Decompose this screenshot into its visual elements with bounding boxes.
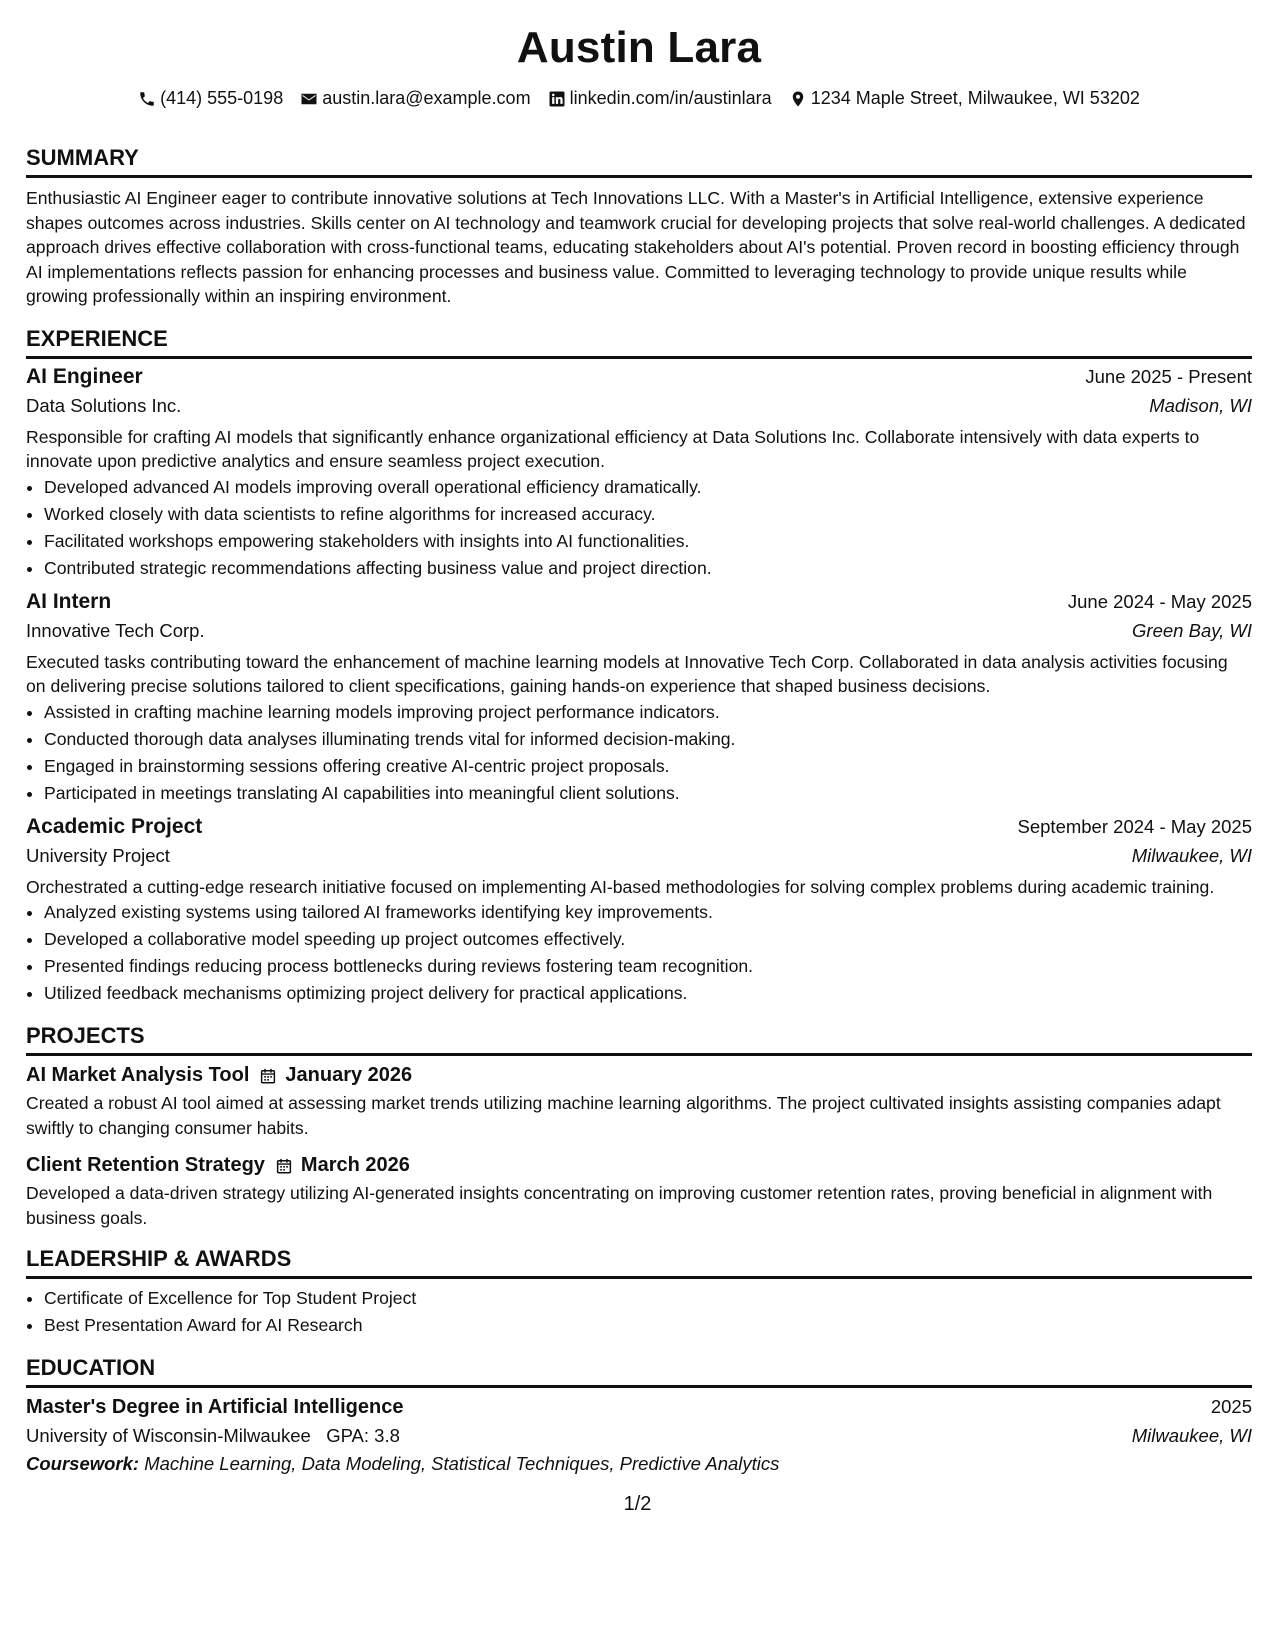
list-item: • Conducted thorough data analyses illuminating trends vital for informed decision-making. — [44, 726, 1252, 753]
job-company: Data Solutions Inc. — [26, 394, 182, 416]
phone-text: (414) 555-0198 — [160, 88, 284, 108]
map-pin-icon — [789, 90, 807, 108]
list-item: • Facilitated workshops empowering stakeholders with insights into AI functionalities. — [44, 528, 1252, 555]
address-text: 1234 Maple Street, Milwaukee, WI 53202 — [810, 88, 1140, 108]
project-name: AI Market Analysis Tool — [26, 1064, 250, 1087]
graduation-year: 2025 — [1210, 1396, 1252, 1418]
job-location: Madison, WI — [1149, 394, 1252, 416]
page-number: 1/2 — [623, 1493, 652, 1515]
job-bullets — [26, 474, 1252, 582]
linkedin-text[interactable]: linkedin.com/in/austinlara — [569, 88, 772, 108]
coursework-list: Machine Learning, Data Modeling, Statistical Techniques, Predictive Analytics — [144, 1453, 780, 1475]
job-company: University Project — [26, 844, 170, 866]
project-name: Client Retention Strategy — [26, 1154, 265, 1177]
list-item: • Utilized feedback mechanisms optimizing project delivery for practical applications. — [44, 980, 1252, 1007]
project-date — [259, 1064, 412, 1087]
coursework — [26, 1453, 1252, 1475]
list-item: • Worked closely with data scientists to refine algorithms for increased accuracy. — [44, 501, 1252, 528]
job-description: Responsible for crafting AI models that significantly enhance organizational efficiency at Data Solutions Inc. Collaborate intensively with data experts to innovate upon predictive analytics and ensure seamless project execution. — [26, 426, 1200, 472]
list-item: • Developed a collaborative model speeding up project outcomes effectively. — [44, 926, 1252, 953]
job-title: Academic Project — [26, 814, 203, 838]
job-date: June 2025 - Present — [1085, 365, 1252, 387]
envelope-icon — [300, 90, 318, 108]
awards-list — [26, 1285, 1252, 1339]
school-location: Milwaukee, WI — [1131, 1425, 1252, 1447]
contact-linkedin[interactable] — [548, 88, 772, 109]
job-location: Milwaukee, WI — [1131, 844, 1252, 866]
phone-icon — [138, 90, 156, 108]
school-info — [26, 1425, 400, 1447]
list-item: • Best Presentation Award for AI Research — [44, 1312, 1252, 1339]
contact-address — [789, 88, 1140, 109]
awards-heading: LEADERSHIP & AWARDS — [26, 1246, 1252, 1279]
list-item: • Analyzed existing systems using tailored AI frameworks identifying key improvements. — [44, 899, 1252, 926]
experience-heading: EXPERIENCE — [26, 326, 1252, 359]
job-entry — [26, 590, 1252, 807]
project-date — [275, 1154, 410, 1177]
summary-heading: SUMMARY — [26, 145, 1252, 178]
email-text[interactable]: austin.lara@example.com — [322, 88, 531, 108]
job-description: Executed tasks contributing toward the enhancement of machine learning models at Innovative Tech Corp. Collaborated in data analysis activities focusing on delivering precise solutions tailored to client specifications, gaining hands-on experience that shaped business decisions. — [26, 651, 1228, 697]
contact-phone — [138, 88, 283, 109]
project-entry — [26, 1064, 1252, 1140]
project-description: Developed a data-driven strategy utilizing AI-generated insights concentrating on improving customer retention rates, proving beneficial in alignment with business goals. — [26, 1183, 1213, 1228]
projects-heading: PROJECTS — [26, 1023, 1252, 1056]
list-item: • Engaged in brainstorming sessions offering creative AI-centric project proposals. — [44, 753, 1252, 780]
project-date-text: March 2026 — [300, 1154, 410, 1177]
job-bullets — [26, 699, 1252, 807]
candidate-name: Austin Lara — [516, 23, 762, 72]
list-item: • Participated in meetings translating AI capabilities into meaningful client solutions. — [44, 780, 1252, 807]
list-item: • Assisted in crafting machine learning models improving project performance indicators. — [44, 699, 1252, 726]
job-title: AI Engineer — [26, 364, 143, 388]
degree-name: Master's Degree in Artificial Intelligence — [26, 1396, 404, 1419]
job-bullets — [26, 899, 1252, 1007]
linkedin-icon — [548, 90, 566, 108]
education-heading: EDUCATION — [26, 1355, 1252, 1388]
job-description: Orchestrated a cutting-edge research initiative focused on implementing AI-based methodologies for solving complex problems during academic training. — [26, 876, 1215, 897]
job-title: AI Intern — [26, 589, 112, 613]
project-description: Created a robust AI tool aimed at assessing market trends utilizing machine learning algorithms. The project cultivated insights assisting companies adapt swiftly to changing consumer habits. — [26, 1093, 1221, 1138]
resume-page — [26, 0, 1252, 1475]
contact-email[interactable] — [300, 88, 530, 109]
education-entry — [26, 1396, 1252, 1475]
project-entry — [26, 1154, 1252, 1230]
list-item: • Contributed strategic recommendations affecting business value and project direction. — [44, 555, 1252, 582]
school-name: University of Wisconsin-Milwaukee — [26, 1425, 311, 1447]
list-item: • Certificate of Excellence for Top Student Project — [44, 1285, 1252, 1312]
job-entry — [26, 815, 1252, 1008]
calendar-icon — [259, 1067, 277, 1085]
calendar-icon — [275, 1157, 293, 1175]
job-location: Green Bay, WI — [1132, 619, 1252, 641]
job-date: June 2024 - May 2025 — [1067, 590, 1252, 612]
project-date-text: January 2026 — [285, 1064, 413, 1087]
gpa: GPA: 3.8 — [326, 1425, 400, 1447]
job-entry — [26, 365, 1252, 582]
summary-text: Enthusiastic AI Engineer eager to contribute innovative solutions at Tech Innovations LLC. With a Master's in Artificial Intelligence, extensive experience shapes outcomes across industries. Skills center on AI technology and teamwork crucial for developing projects that solve real-world challenges. A dedicated approach drives effective collaboration with cross-functional teams, educating stakeholders about AI's potential. Proven record in boosting efficiency through AI implementations reflects passion for enhancing processes and business value. Committed to leveraging technology to provide unique results while growing professionally within an inspiring environment. — [26, 188, 1246, 307]
job-date: September 2024 - May 2025 — [1017, 815, 1252, 837]
contact-bar — [26, 88, 1252, 109]
list-item: • Presented findings reducing process bottlenecks during reviews fostering team recognition. — [44, 953, 1252, 980]
list-item: • Developed advanced AI models improving overall operational efficiency dramatically. — [44, 474, 1252, 501]
coursework-label: Coursework: — [26, 1453, 140, 1475]
job-company: Innovative Tech Corp. — [26, 619, 205, 641]
